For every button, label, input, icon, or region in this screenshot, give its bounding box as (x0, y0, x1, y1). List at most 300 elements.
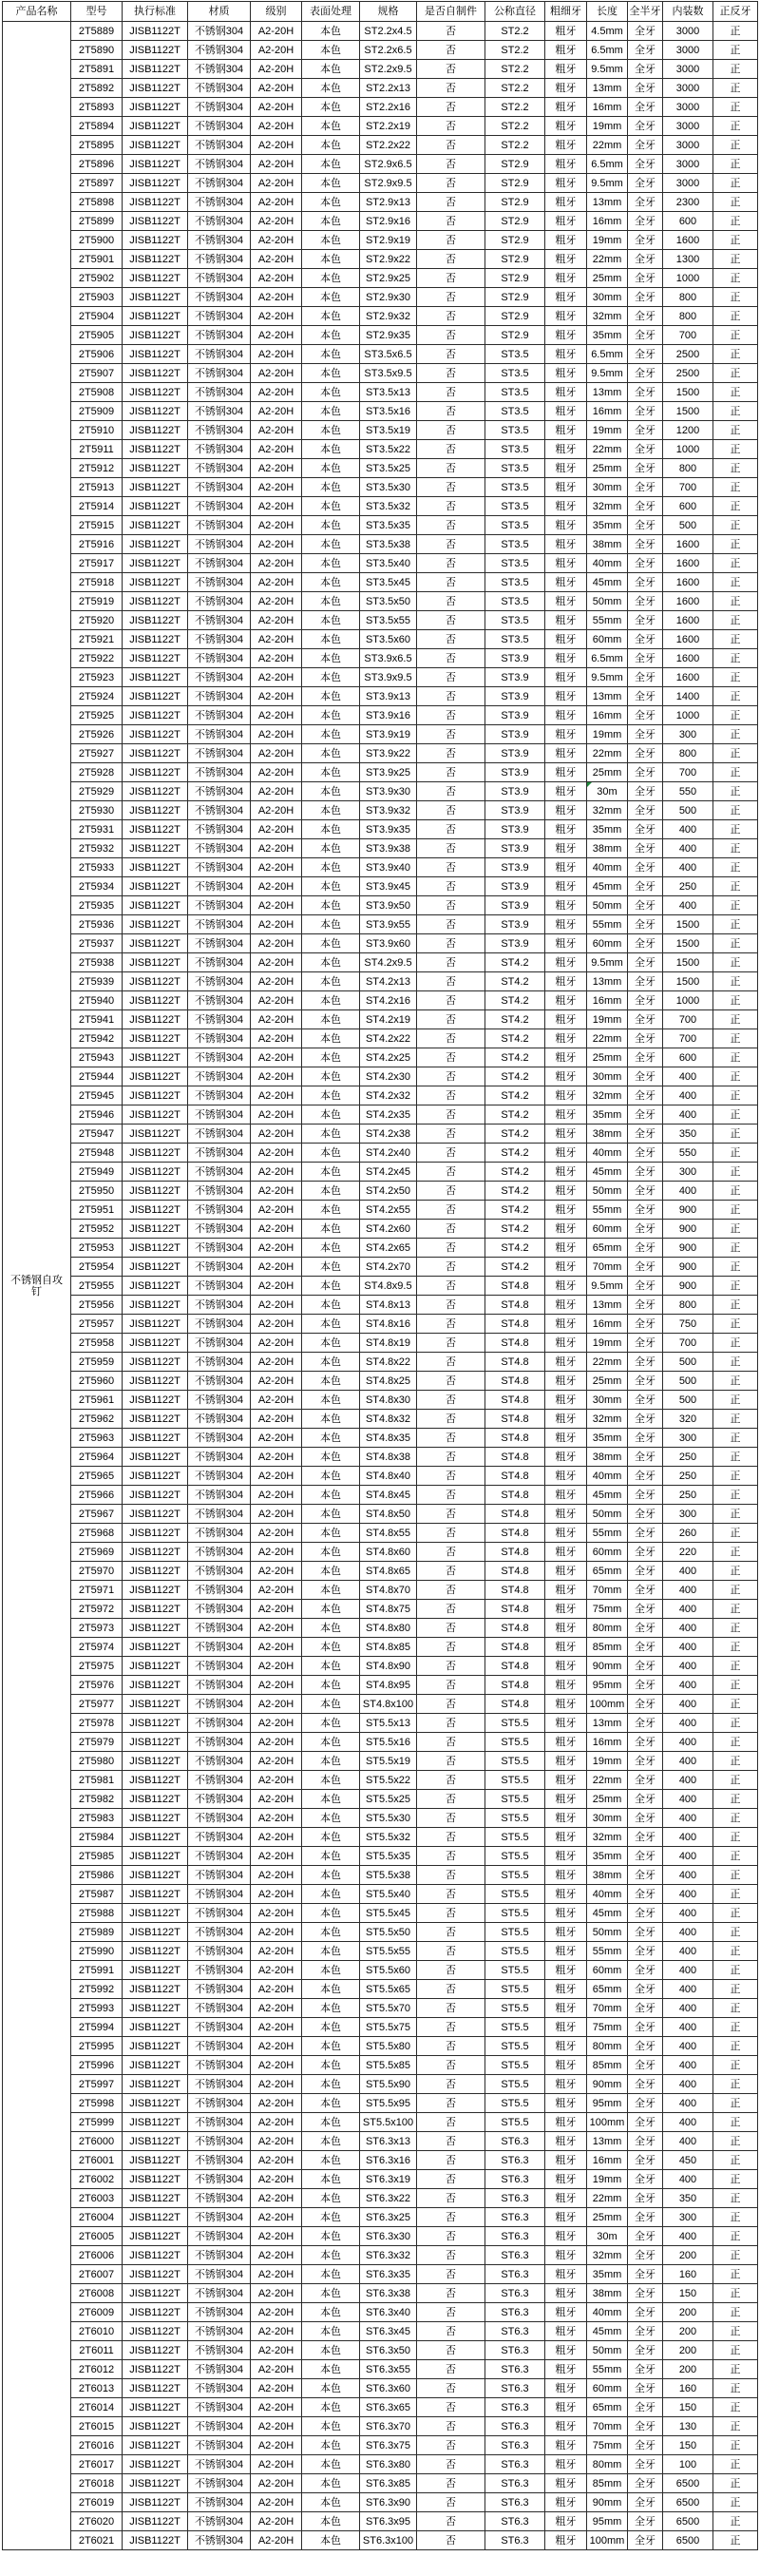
cell-standard: JISB1122T (123, 877, 188, 896)
cell-inner-pack-qty: 1500 (663, 934, 713, 953)
cell-length: 50mm (587, 592, 628, 611)
cell-full-half-thread: 全牙 (628, 554, 663, 573)
cell-nominal-diameter: ST6.3 (485, 2512, 545, 2531)
cell-inner-pack-qty: 1600 (663, 668, 713, 687)
cell-specification: ST6.3x13 (360, 2132, 417, 2151)
cell-self-made: 否 (417, 1543, 485, 1562)
table-row (71, 288, 758, 307)
cell-self-made: 否 (417, 1182, 485, 1201)
cell-specification: ST6.3x80 (360, 2455, 417, 2474)
cell-material: 不锈钢304 (188, 1619, 251, 1638)
cell-specification: ST5.5x85 (360, 2056, 417, 2075)
cell-thread-pitch: 粗牙 (545, 2113, 587, 2132)
cell-material: 不锈钢304 (188, 1809, 251, 1828)
cell-length: 19mm (587, 231, 628, 250)
cell-thread-direction: 正 (713, 326, 758, 345)
cell-full-half-thread: 全牙 (628, 2132, 663, 2151)
cell-nominal-diameter: ST6.3 (485, 2455, 545, 2474)
cell-thread-direction: 正 (713, 212, 758, 231)
cell-grade: A2-20H (251, 1486, 302, 1505)
cell-inner-pack-qty: 900 (663, 1220, 713, 1239)
table-row (71, 269, 758, 288)
cell-standard: JISB1122T (123, 2208, 188, 2227)
cell-inner-pack-qty: 400 (663, 2037, 713, 2056)
cell-model: 2T5973 (71, 1619, 123, 1638)
cell-grade: A2-20H (251, 1334, 302, 1353)
cell-material: 不锈钢304 (188, 1524, 251, 1543)
cell-model: 2T5960 (71, 1372, 123, 1391)
cell-length: 45mm (587, 2322, 628, 2341)
cell-surface-finish: 本色 (302, 820, 360, 839)
cell-model: 2T5924 (71, 687, 123, 706)
cell-thread-direction: 正 (713, 972, 758, 991)
cell-nominal-diameter: ST6.3 (485, 2227, 545, 2246)
cell-thread-pitch: 粗牙 (545, 2265, 587, 2284)
cell-grade: A2-20H (251, 1866, 302, 1885)
cell-model: 2T5981 (71, 1771, 123, 1790)
cell-thread-direction: 正 (713, 1010, 758, 1029)
cell-self-made: 否 (417, 1467, 485, 1486)
cell-nominal-diameter: ST3.5 (485, 440, 545, 459)
cell-model: 2T6020 (71, 2512, 123, 2531)
cell-standard: JISB1122T (123, 1657, 188, 1676)
cell-self-made: 否 (417, 60, 485, 79)
cell-standard: JISB1122T (123, 1885, 188, 1904)
cell-inner-pack-qty: 800 (663, 307, 713, 326)
cell-thread-pitch: 粗牙 (545, 1448, 587, 1467)
cell-inner-pack-qty: 200 (663, 2303, 713, 2322)
cell-nominal-diameter: ST6.3 (485, 2170, 545, 2189)
table-row (71, 1638, 758, 1657)
cell-material: 不锈钢304 (188, 364, 251, 383)
cell-self-made: 否 (417, 839, 485, 858)
table-body (3, 22, 758, 2550)
table-row (71, 478, 758, 497)
cell-thread-direction: 正 (713, 1448, 758, 1467)
cell-standard: JISB1122T (123, 2132, 188, 2151)
cell-full-half-thread: 全牙 (628, 79, 663, 98)
cell-specification: ST6.3x30 (360, 2227, 417, 2246)
cell-full-half-thread: 全牙 (628, 174, 663, 193)
table-row (71, 2075, 758, 2094)
cell-nominal-diameter: ST3.5 (485, 421, 545, 440)
cell-inner-pack-qty: 6500 (663, 2493, 713, 2512)
cell-material: 不锈钢304 (188, 2132, 251, 2151)
cell-thread-direction: 正 (713, 1752, 758, 1771)
cell-model: 2T5940 (71, 991, 123, 1010)
cell-material: 不锈钢304 (188, 307, 251, 326)
cell-surface-finish: 本色 (302, 1086, 360, 1105)
cell-standard: JISB1122T (123, 1733, 188, 1752)
cell-self-made: 否 (417, 953, 485, 972)
table-row (71, 2189, 758, 2208)
cell-standard: JISB1122T (123, 1714, 188, 1733)
cell-nominal-diameter: ST3.5 (485, 592, 545, 611)
cell-grade: A2-20H (251, 1467, 302, 1486)
cell-length: 60mm (587, 934, 628, 953)
cell-model: 2T5918 (71, 573, 123, 592)
cell-self-made: 否 (417, 440, 485, 459)
cell-length: 30mm (587, 1809, 628, 1828)
cell-self-made: 否 (417, 1144, 485, 1163)
cell-length: 25mm (587, 763, 628, 782)
cell-length: 35mm (587, 1847, 628, 1866)
cell-full-half-thread: 全牙 (628, 782, 663, 801)
table-row (71, 1391, 758, 1410)
table-row (71, 1581, 758, 1600)
cell-inner-pack-qty: 220 (663, 1543, 713, 1562)
cell-thread-direction: 正 (713, 1201, 758, 1220)
cell-length: 16mm (587, 2151, 628, 2170)
table-row (71, 1505, 758, 1524)
cell-self-made: 否 (417, 877, 485, 896)
table-row (71, 858, 758, 877)
table-row (71, 345, 758, 364)
cell-thread-pitch: 粗牙 (545, 307, 587, 326)
cell-grade: A2-20H (251, 1676, 302, 1695)
cell-surface-finish: 本色 (302, 801, 360, 820)
cell-inner-pack-qty: 3000 (663, 117, 713, 136)
cell-inner-pack-qty: 1000 (663, 991, 713, 1010)
cell-inner-pack-qty: 450 (663, 2151, 713, 2170)
cell-inner-pack-qty: 800 (663, 288, 713, 307)
cell-length: 22mm (587, 2189, 628, 2208)
cell-grade: A2-20H (251, 326, 302, 345)
cell-grade: A2-20H (251, 2360, 302, 2379)
cell-surface-finish: 本色 (302, 497, 360, 516)
cell-grade: A2-20H (251, 763, 302, 782)
cell-nominal-diameter: ST3.5 (485, 383, 545, 402)
cell-nominal-diameter: ST3.5 (485, 554, 545, 573)
cell-inner-pack-qty: 3000 (663, 136, 713, 155)
cell-grade: A2-20H (251, 2398, 302, 2417)
cell-full-half-thread: 全牙 (628, 535, 663, 554)
cell-length: 22mm (587, 1029, 628, 1048)
col-header-specification: 规格 (360, 2, 417, 22)
table-row (71, 1676, 758, 1695)
cell-full-half-thread: 全牙 (628, 1467, 663, 1486)
cell-thread-direction: 正 (713, 801, 758, 820)
cell-material: 不锈钢304 (188, 1562, 251, 1581)
cell-standard: JISB1122T (123, 174, 188, 193)
cell-surface-finish: 本色 (302, 1372, 360, 1391)
cell-length: 50mm (587, 1505, 628, 1524)
cell-thread-direction: 正 (713, 535, 758, 554)
table-row (71, 1353, 758, 1372)
cell-material: 不锈钢304 (188, 2417, 251, 2436)
cell-specification: ST5.5x55 (360, 1942, 417, 1961)
cell-model: 2T5976 (71, 1676, 123, 1695)
cell-thread-pitch: 粗牙 (545, 2075, 587, 2094)
cell-model: 2T5908 (71, 383, 123, 402)
cell-thread-pitch: 粗牙 (545, 1790, 587, 1809)
cell-surface-finish: 本色 (302, 1714, 360, 1733)
cell-length: 60mm (587, 1543, 628, 1562)
cell-specification: ST3.5x13 (360, 383, 417, 402)
table-row (71, 1790, 758, 1809)
cell-specification: ST4.2x60 (360, 1220, 417, 1239)
cell-inner-pack-qty: 400 (663, 1980, 713, 1999)
cell-material: 不锈钢304 (188, 2512, 251, 2531)
cell-standard: JISB1122T (123, 1220, 188, 1239)
cell-length: 35mm (587, 326, 628, 345)
cell-nominal-diameter: ST2.9 (485, 250, 545, 269)
cell-inner-pack-qty: 400 (663, 2170, 713, 2189)
cell-material: 不锈钢304 (188, 1923, 251, 1942)
cell-standard: JISB1122T (123, 1334, 188, 1353)
cell-surface-finish: 本色 (302, 1657, 360, 1676)
cell-thread-direction: 正 (713, 288, 758, 307)
cell-specification: ST3.9x16 (360, 706, 417, 725)
cell-standard: JISB1122T (123, 801, 188, 820)
cell-thread-pitch: 粗牙 (545, 1904, 587, 1923)
cell-thread-direction: 正 (713, 1657, 758, 1676)
cell-surface-finish: 本色 (302, 782, 360, 801)
table-row (71, 2303, 758, 2322)
cell-surface-finish: 本色 (302, 60, 360, 79)
table-row (71, 2151, 758, 2170)
cell-thread-pitch: 粗牙 (545, 1771, 587, 1790)
cell-length: 38mm (587, 1125, 628, 1144)
cell-thread-pitch: 粗牙 (545, 554, 587, 573)
cell-specification: ST5.5x25 (360, 1790, 417, 1809)
cell-thread-direction: 正 (713, 307, 758, 326)
cell-grade: A2-20H (251, 288, 302, 307)
cell-length: 40mm (587, 1885, 628, 1904)
cell-surface-finish: 本色 (302, 1467, 360, 1486)
cell-self-made: 否 (417, 573, 485, 592)
table-row (71, 459, 758, 478)
cell-surface-finish: 本色 (302, 2037, 360, 2056)
cell-thread-pitch: 粗牙 (545, 345, 587, 364)
cell-nominal-diameter: ST2.9 (485, 307, 545, 326)
cell-model: 2T5931 (71, 820, 123, 839)
cell-length: 9.5mm (587, 953, 628, 972)
cell-full-half-thread: 全牙 (628, 744, 663, 763)
cell-inner-pack-qty: 1200 (663, 421, 713, 440)
cell-thread-direction: 正 (713, 2417, 758, 2436)
cell-full-half-thread: 全牙 (628, 2170, 663, 2189)
cell-full-half-thread: 全牙 (628, 231, 663, 250)
cell-length: 55mm (587, 1201, 628, 1220)
cell-full-half-thread: 全牙 (628, 1543, 663, 1562)
cell-surface-finish: 本色 (302, 1315, 360, 1334)
cell-specification: ST4.2x55 (360, 1201, 417, 1220)
cell-self-made: 否 (417, 250, 485, 269)
cell-inner-pack-qty: 1600 (663, 231, 713, 250)
cell-nominal-diameter: ST4.2 (485, 1220, 545, 1239)
cell-specification: ST3.5x16 (360, 402, 417, 421)
cell-full-half-thread: 全牙 (628, 1923, 663, 1942)
cell-self-made: 否 (417, 2284, 485, 2303)
cell-thread-direction: 正 (713, 858, 758, 877)
cell-self-made: 否 (417, 915, 485, 934)
cell-inner-pack-qty: 400 (663, 1790, 713, 1809)
cell-material: 不锈钢304 (188, 1581, 251, 1600)
cell-thread-pitch: 粗牙 (545, 2379, 587, 2398)
cell-full-half-thread: 全牙 (628, 345, 663, 364)
cell-nominal-diameter: ST3.9 (485, 763, 545, 782)
cell-material: 不锈钢304 (188, 1296, 251, 1315)
cell-full-half-thread: 全牙 (628, 326, 663, 345)
cell-inner-pack-qty: 320 (663, 1410, 713, 1429)
cell-surface-finish: 本色 (302, 2417, 360, 2436)
cell-full-half-thread: 全牙 (628, 2417, 663, 2436)
cell-thread-pitch: 粗牙 (545, 1296, 587, 1315)
cell-thread-direction: 正 (713, 991, 758, 1010)
cell-thread-direction: 正 (713, 1486, 758, 1505)
cell-surface-finish: 本色 (302, 212, 360, 231)
cell-material: 不锈钢304 (188, 440, 251, 459)
cell-nominal-diameter: ST5.5 (485, 1942, 545, 1961)
cell-surface-finish: 本色 (302, 2227, 360, 2246)
cell-length: 4.5mm (587, 22, 628, 41)
cell-thread-direction: 正 (713, 877, 758, 896)
cell-thread-pitch: 粗牙 (545, 79, 587, 98)
cell-standard: JISB1122T (123, 1372, 188, 1391)
cell-material: 不锈钢304 (188, 1790, 251, 1809)
cell-thread-direction: 正 (713, 1258, 758, 1277)
cell-nominal-diameter: ST6.3 (485, 2151, 545, 2170)
cell-specification: ST4.8x80 (360, 1619, 417, 1638)
cell-full-half-thread: 全牙 (628, 649, 663, 668)
cell-full-half-thread: 全牙 (628, 1866, 663, 1885)
cell-thread-pitch: 粗牙 (545, 1581, 587, 1600)
cell-material: 不锈钢304 (188, 2322, 251, 2341)
cell-grade: A2-20H (251, 554, 302, 573)
cell-specification: ST2.9x22 (360, 250, 417, 269)
cell-thread-direction: 正 (713, 1543, 758, 1562)
cell-thread-pitch: 粗牙 (545, 269, 587, 288)
cell-full-half-thread: 全牙 (628, 896, 663, 915)
cell-specification: ST3.9x50 (360, 896, 417, 915)
cell-standard: JISB1122T (123, 1790, 188, 1809)
cell-self-made: 否 (417, 2265, 485, 2284)
cell-standard: JISB1122T (123, 1086, 188, 1105)
cell-surface-finish: 本色 (302, 2493, 360, 2512)
cell-model: 2T6016 (71, 2436, 123, 2455)
cell-specification: ST4.8x35 (360, 1429, 417, 1448)
cell-thread-direction: 正 (713, 98, 758, 117)
cell-surface-finish: 本色 (302, 668, 360, 687)
cell-standard: JISB1122T (123, 535, 188, 554)
cell-material: 不锈钢304 (188, 1999, 251, 2018)
cell-model: 2T5990 (71, 1942, 123, 1961)
cell-surface-finish: 本色 (302, 2170, 360, 2189)
cell-nominal-diameter: ST2.2 (485, 41, 545, 60)
cell-inner-pack-qty: 150 (663, 2436, 713, 2455)
cell-nominal-diameter: ST3.5 (485, 402, 545, 421)
table-row (71, 174, 758, 193)
cell-nominal-diameter: ST2.9 (485, 155, 545, 174)
cell-thread-pitch: 粗牙 (545, 326, 587, 345)
cell-grade: A2-20H (251, 1163, 302, 1182)
cell-self-made: 否 (417, 117, 485, 136)
cell-grade: A2-20H (251, 2436, 302, 2455)
cell-grade: A2-20H (251, 1353, 302, 1372)
cell-grade: A2-20H (251, 193, 302, 212)
cell-material: 不锈钢304 (188, 459, 251, 478)
cell-standard: JISB1122T (123, 478, 188, 497)
cell-surface-finish: 本色 (302, 98, 360, 117)
cell-grade: A2-20H (251, 2493, 302, 2512)
cell-thread-direction: 正 (713, 592, 758, 611)
cell-material: 不锈钢304 (188, 2436, 251, 2455)
cell-full-half-thread: 全牙 (628, 1296, 663, 1315)
product-name-merged-cell: 不锈钢自攻钉 (3, 22, 71, 2550)
cell-thread-pitch: 粗牙 (545, 1334, 587, 1353)
cell-grade: A2-20H (251, 611, 302, 630)
cell-thread-pitch: 粗牙 (545, 1752, 587, 1771)
cell-full-half-thread: 全牙 (628, 2474, 663, 2493)
cell-thread-pitch: 粗牙 (545, 288, 587, 307)
cell-inner-pack-qty: 700 (663, 1010, 713, 1029)
cell-grade: A2-20H (251, 2474, 302, 2493)
cell-full-half-thread: 全牙 (628, 2455, 663, 2474)
cell-standard: JISB1122T (123, 915, 188, 934)
cell-thread-pitch: 粗牙 (545, 801, 587, 820)
cell-specification: ST6.3x16 (360, 2151, 417, 2170)
cell-nominal-diameter: ST4.8 (485, 1695, 545, 1714)
cell-self-made: 否 (417, 2493, 485, 2512)
cell-surface-finish: 本色 (302, 2056, 360, 2075)
cell-thread-pitch: 粗牙 (545, 2246, 587, 2265)
cell-self-made: 否 (417, 2379, 485, 2398)
cell-thread-direction: 正 (713, 2455, 758, 2474)
cell-inner-pack-qty: 400 (663, 1581, 713, 1600)
cell-grade: A2-20H (251, 2284, 302, 2303)
cell-material: 不锈钢304 (188, 972, 251, 991)
cell-full-half-thread: 全牙 (628, 2379, 663, 2398)
cell-surface-finish: 本色 (302, 1410, 360, 1429)
cell-thread-direction: 正 (713, 668, 758, 687)
cell-full-half-thread: 全牙 (628, 1714, 663, 1733)
cell-grade: A2-20H (251, 1733, 302, 1752)
cell-full-half-thread: 全牙 (628, 516, 663, 535)
cell-length: 45mm (587, 1904, 628, 1923)
cell-specification: ST6.3x55 (360, 2360, 417, 2379)
cell-self-made: 否 (417, 326, 485, 345)
cell-length: 32mm (587, 1086, 628, 1105)
cell-specification: ST5.5x95 (360, 2094, 417, 2113)
cell-thread-direction: 正 (713, 2075, 758, 2094)
table-row (71, 1315, 758, 1334)
cell-standard: JISB1122T (123, 1029, 188, 1048)
table-row (71, 1067, 758, 1086)
cell-nominal-diameter: ST5.5 (485, 1752, 545, 1771)
table-row (71, 1201, 758, 1220)
cell-surface-finish: 本色 (302, 896, 360, 915)
cell-inner-pack-qty: 300 (663, 1429, 713, 1448)
cell-grade: A2-20H (251, 41, 302, 60)
cell-material: 不锈钢304 (188, 212, 251, 231)
cell-inner-pack-qty: 900 (663, 1277, 713, 1296)
cell-model: 2T5998 (71, 2094, 123, 2113)
cell-standard: JISB1122T (123, 2303, 188, 2322)
cell-inner-pack-qty: 1600 (663, 573, 713, 592)
cell-self-made: 否 (417, 649, 485, 668)
cell-material: 不锈钢304 (188, 1067, 251, 1086)
cell-inner-pack-qty: 200 (663, 2246, 713, 2265)
cell-grade: A2-20H (251, 2227, 302, 2246)
cell-length: 95mm (587, 1676, 628, 1695)
cell-thread-direction: 正 (713, 1296, 758, 1315)
cell-length: 55mm (587, 915, 628, 934)
cell-thread-pitch: 粗牙 (545, 2531, 587, 2550)
cell-length: 90mm (587, 2493, 628, 2512)
cell-inner-pack-qty: 500 (663, 1353, 713, 1372)
cell-standard: JISB1122T (123, 1543, 188, 1562)
